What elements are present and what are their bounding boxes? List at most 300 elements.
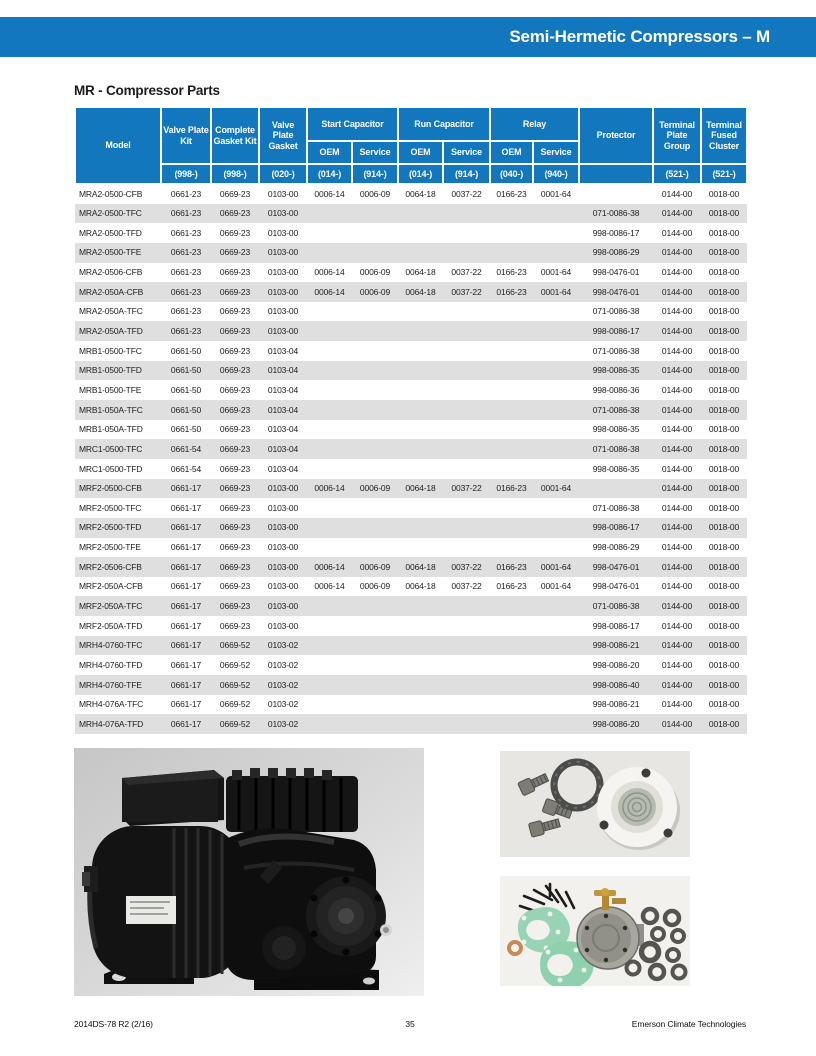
part-number-cell — [533, 321, 579, 341]
part-number-cell: 998-0086-17 — [592, 326, 640, 337]
part-number-cell — [443, 596, 490, 616]
col-header-complete-gasket-kit: Complete Gasket Kit — [211, 107, 259, 164]
part-number-cell: 0018-00 — [708, 404, 740, 415]
part-number-cell: 0006-14 — [314, 483, 345, 494]
part-number-cell — [490, 223, 533, 243]
part-number-cell: 0661-54 — [170, 443, 202, 454]
part-number-cell — [398, 439, 443, 459]
col-header-terminal-fused-cluster: Terminal Fused Cluster — [701, 107, 747, 164]
part-number-cell — [443, 695, 490, 715]
part-number-cell — [398, 596, 443, 616]
part-number-cell — [579, 479, 653, 499]
part-number-cell: 998-0086-21 — [592, 699, 640, 710]
table-row — [75, 321, 747, 341]
part-number-cell — [533, 655, 579, 675]
part-number-cell — [307, 243, 352, 263]
part-number-cell — [307, 361, 352, 381]
part-number-cell — [307, 223, 352, 243]
part-number-cell — [352, 243, 398, 263]
part-number-cell: 0006-14 — [314, 189, 345, 200]
table-row — [75, 243, 747, 263]
part-number-cell — [352, 714, 398, 734]
part-number-cell: 998-0476-01 — [592, 267, 640, 278]
table-row — [75, 184, 747, 204]
part-number-cell: 0669-52 — [219, 718, 251, 729]
part-number-cell: 0103-04 — [267, 404, 299, 415]
part-number-cell — [352, 204, 398, 224]
part-number-cell: 0103-04 — [267, 345, 299, 356]
part-number-cell — [307, 302, 352, 322]
part-number-cell: 0669-23 — [219, 306, 251, 317]
model-cell: MRA2-050A-TFD — [79, 326, 143, 337]
part-number-cell — [443, 400, 490, 420]
part-number-cell — [352, 675, 398, 695]
part-number-cell: 0144-00 — [661, 384, 693, 395]
part-number-cell — [490, 341, 533, 361]
part-number-cell: 0669-52 — [219, 679, 251, 690]
col-header-valve-plate-kit: Valve Plate Kit — [161, 107, 211, 164]
part-number-cell: 0661-17 — [170, 502, 202, 513]
part-number-cell: 0064-18 — [405, 483, 436, 494]
table-row — [75, 557, 747, 577]
part-number-cell: 0018-00 — [708, 267, 740, 278]
part-number-cell — [490, 439, 533, 459]
part-number-cell: 0006-09 — [359, 483, 391, 494]
part-number-cell: 0166-23 — [496, 267, 527, 278]
part-number-cell — [307, 459, 352, 479]
part-number-cell: 998-0476-01 — [592, 561, 640, 572]
part-number-cell: 0037-22 — [451, 561, 482, 572]
part-number-cell: 0103-04 — [267, 463, 299, 474]
part-number-cell: 0669-23 — [219, 542, 251, 553]
part-number-cell: 0018-00 — [708, 542, 740, 553]
part-number-cell — [533, 361, 579, 381]
prefix-relay-oem: (040-) — [490, 164, 533, 184]
parts-table-body — [75, 184, 747, 734]
part-number-cell — [352, 655, 398, 675]
part-number-cell — [307, 420, 352, 440]
part-number-cell — [490, 675, 533, 695]
prefix-relay-service: (940-) — [533, 164, 579, 184]
part-number-cell: 071-0086-38 — [592, 404, 640, 415]
model-cell: MRB1-050A-TFD — [79, 424, 143, 435]
part-number-cell: 0103-00 — [267, 227, 299, 238]
group-header-start-capacitor: Start Capacitor — [307, 107, 398, 141]
model-cell: MRH4-076A-TFC — [79, 699, 144, 710]
part-number-cell: 0144-00 — [661, 306, 693, 317]
part-number-cell: 0001-64 — [540, 286, 572, 297]
part-number-cell: 0661-17 — [170, 522, 202, 533]
part-number-cell: 0103-00 — [267, 189, 299, 200]
part-number-cell — [490, 420, 533, 440]
part-number-cell — [490, 596, 533, 616]
part-number-cell: 0661-17 — [170, 718, 202, 729]
model-cell: MRF2-0506-CFB — [79, 561, 142, 572]
part-number-cell: 998-0086-20 — [592, 659, 640, 670]
part-number-cell: 0144-00 — [661, 483, 693, 494]
part-number-cell: 0661-50 — [170, 424, 202, 435]
part-number-cell: 0064-18 — [405, 286, 436, 297]
part-number-cell: 0144-00 — [661, 620, 693, 631]
part-number-cell — [533, 204, 579, 224]
part-number-cell: 0006-09 — [359, 267, 391, 278]
model-cell: MRC1-0500-TFC — [79, 443, 143, 454]
model-cell: MRA2-0500-CFB — [79, 189, 143, 200]
part-number-cell — [307, 400, 352, 420]
part-number-cell — [443, 223, 490, 243]
part-number-cell: 998-0086-35 — [592, 365, 640, 376]
part-number-cell — [490, 361, 533, 381]
part-number-cell: 0661-23 — [170, 286, 202, 297]
part-number-cell: 0144-00 — [661, 267, 693, 278]
part-number-cell: 0661-17 — [170, 542, 202, 553]
part-number-cell — [398, 321, 443, 341]
part-number-cell: 0037-22 — [451, 189, 482, 200]
part-number-cell — [490, 243, 533, 263]
part-number-cell — [352, 321, 398, 341]
part-number-cell — [533, 380, 579, 400]
part-number-cell: 0018-00 — [708, 601, 740, 612]
part-number-cell: 0144-00 — [661, 227, 693, 238]
part-number-cell: 0103-04 — [267, 365, 299, 376]
oil-pump-kit-photo — [500, 876, 690, 986]
model-cell: MRB1-0500-TFE — [79, 384, 142, 395]
part-number-cell: 0669-23 — [219, 227, 251, 238]
part-number-cell: 0018-00 — [708, 483, 740, 494]
compressor-photo — [74, 748, 424, 996]
model-cell: MRH4-0760-TFD — [79, 659, 143, 670]
prefix-run-service: (914-) — [443, 164, 490, 184]
table-row — [75, 616, 747, 636]
part-number-cell — [533, 459, 579, 479]
part-number-cell: 071-0086-38 — [592, 502, 640, 513]
table-header — [75, 107, 747, 184]
part-number-cell: 0166-23 — [496, 581, 527, 592]
model-cell: MRB1-050A-TFC — [79, 404, 143, 415]
compressor-parts-table — [74, 106, 748, 734]
part-number-cell — [490, 459, 533, 479]
model-cell: MRA2-050A-TFC — [79, 306, 143, 317]
part-number-cell — [398, 341, 443, 361]
part-number-cell: 0103-00 — [267, 620, 299, 631]
part-number-cell: 0006-14 — [314, 267, 345, 278]
part-number-cell — [490, 400, 533, 420]
table-row — [75, 498, 747, 518]
part-number-cell: 0006-14 — [314, 286, 345, 297]
part-number-cell — [533, 538, 579, 558]
part-number-cell: 0661-17 — [170, 679, 202, 690]
col-header-protector: Protector — [579, 107, 653, 164]
part-number-cell: 0064-18 — [405, 561, 436, 572]
part-number-cell: 0018-00 — [708, 620, 740, 631]
part-number-cell: 0018-00 — [708, 679, 740, 690]
part-number-cell: 0661-17 — [170, 640, 202, 651]
table-row — [75, 479, 747, 499]
group-header-run-capacitor: Run Capacitor — [398, 107, 490, 141]
part-number-cell — [352, 498, 398, 518]
table-row — [75, 577, 747, 597]
part-number-cell: 0669-23 — [219, 326, 251, 337]
part-number-cell: 0144-00 — [661, 659, 693, 670]
part-number-cell: 0661-17 — [170, 601, 202, 612]
part-number-cell — [443, 341, 490, 361]
part-number-cell: 0144-00 — [661, 326, 693, 337]
part-number-cell: 0144-00 — [661, 208, 693, 219]
part-number-cell: 998-0086-29 — [592, 247, 640, 258]
model-cell: MRA2-050A-CFB — [79, 286, 144, 297]
model-cell: MRA2-0506-CFB — [79, 267, 143, 278]
table-row — [75, 675, 747, 695]
part-number-cell: 0669-23 — [219, 365, 251, 376]
part-number-cell: 0661-23 — [170, 326, 202, 337]
part-number-cell — [533, 714, 579, 734]
part-number-cell — [307, 596, 352, 616]
part-number-cell: 0144-00 — [661, 189, 693, 200]
part-number-cell — [398, 459, 443, 479]
section-title: MR - Compressor Parts — [74, 83, 220, 98]
part-number-cell: 0018-00 — [708, 502, 740, 513]
part-number-cell — [352, 341, 398, 361]
table-row — [75, 282, 747, 302]
part-number-cell: 998-0086-20 — [592, 718, 640, 729]
part-number-cell: 0006-09 — [359, 581, 391, 592]
part-number-cell: 0018-00 — [708, 424, 740, 435]
part-number-cell: 0669-23 — [219, 384, 251, 395]
part-number-cell — [398, 223, 443, 243]
part-number-cell: 0064-18 — [405, 267, 436, 278]
part-number-cell — [398, 420, 443, 440]
part-number-cell: 0661-50 — [170, 404, 202, 415]
part-number-cell: 0669-23 — [219, 483, 251, 494]
part-number-cell: 0001-64 — [540, 483, 572, 494]
model-cell: MRB1-0500-TFD — [79, 365, 142, 376]
part-number-cell: 998-0476-01 — [592, 581, 640, 592]
part-number-cell — [533, 243, 579, 263]
part-number-cell — [398, 400, 443, 420]
table-row — [75, 400, 747, 420]
prefix-complete-gasket-kit: (998-) — [211, 164, 259, 184]
part-number-cell — [443, 518, 490, 538]
part-number-cell: 998-0476-01 — [592, 286, 640, 297]
part-number-cell — [490, 302, 533, 322]
part-number-cell: 0001-64 — [540, 189, 572, 200]
part-number-cell: 0018-00 — [708, 640, 740, 651]
part-number-cell: 0661-54 — [170, 463, 202, 474]
part-number-cell: 0166-23 — [496, 189, 527, 200]
part-number-cell — [307, 439, 352, 459]
part-number-cell — [398, 518, 443, 538]
part-number-cell — [533, 400, 579, 420]
part-number-cell: 0006-14 — [314, 561, 345, 572]
part-number-cell — [533, 420, 579, 440]
part-number-cell: 0144-00 — [661, 443, 693, 454]
part-number-cell — [533, 223, 579, 243]
part-number-cell: 0144-00 — [661, 463, 693, 474]
part-number-cell — [307, 655, 352, 675]
part-number-cell: 0661-23 — [170, 227, 202, 238]
part-number-cell: 0103-00 — [267, 522, 299, 533]
table-row — [75, 380, 747, 400]
part-number-cell — [352, 302, 398, 322]
part-number-cell — [307, 616, 352, 636]
part-number-cell: 0669-23 — [219, 404, 251, 415]
col-header-valve-plate-gasket: Valve Plate Gasket — [259, 107, 307, 164]
part-number-cell: 0018-00 — [708, 384, 740, 395]
part-number-cell — [533, 439, 579, 459]
part-number-cell: 0018-00 — [708, 326, 740, 337]
part-number-cell: 0661-50 — [170, 384, 202, 395]
part-number-cell: 0669-23 — [219, 581, 251, 592]
part-number-cell: 0669-23 — [219, 208, 251, 219]
part-number-cell — [352, 636, 398, 656]
part-number-cell: 0669-23 — [219, 463, 251, 474]
part-number-cell: 0018-00 — [708, 365, 740, 376]
part-number-cell: 998-0086-17 — [592, 620, 640, 631]
part-number-cell — [443, 616, 490, 636]
part-number-cell: 0006-09 — [359, 561, 391, 572]
part-number-cell: 0669-23 — [219, 345, 251, 356]
part-number-cell: 0103-00 — [267, 483, 299, 494]
part-number-cell: 0144-00 — [661, 679, 693, 690]
part-number-cell — [490, 714, 533, 734]
table-row — [75, 204, 747, 224]
part-number-cell: 0166-23 — [496, 561, 527, 572]
part-number-cell: 0037-22 — [451, 483, 482, 494]
part-number-cell — [352, 616, 398, 636]
part-number-cell: 0103-04 — [267, 443, 299, 454]
part-number-cell: 0001-64 — [540, 267, 572, 278]
part-number-cell — [398, 204, 443, 224]
table-row — [75, 518, 747, 538]
part-number-cell — [307, 675, 352, 695]
part-number-cell — [352, 361, 398, 381]
part-number-cell: 0669-23 — [219, 424, 251, 435]
part-number-cell — [352, 459, 398, 479]
part-number-cell: 0166-23 — [496, 286, 527, 297]
part-number-cell: 0018-00 — [708, 699, 740, 710]
part-number-cell — [352, 596, 398, 616]
part-number-cell: 0018-00 — [708, 345, 740, 356]
page-header-banner — [0, 17, 816, 57]
model-cell: MRF2-0500-TFD — [79, 522, 142, 533]
group-header-relay: Relay — [490, 107, 579, 141]
part-number-cell — [307, 204, 352, 224]
part-number-cell: 0103-00 — [267, 561, 299, 572]
part-number-cell — [443, 714, 490, 734]
part-number-cell — [307, 380, 352, 400]
col-header-terminal-plate-group: Terminal Plate Group — [653, 107, 701, 164]
part-number-cell: 0661-17 — [170, 620, 202, 631]
part-number-cell: 0661-17 — [170, 581, 202, 592]
part-number-cell — [352, 439, 398, 459]
part-number-cell — [490, 380, 533, 400]
part-number-cell: 0018-00 — [708, 561, 740, 572]
part-number-cell: 0144-00 — [661, 424, 693, 435]
part-number-cell: 0037-22 — [451, 267, 482, 278]
part-number-cell — [307, 518, 352, 538]
part-number-cell — [352, 518, 398, 538]
part-number-cell: 0661-17 — [170, 659, 202, 670]
part-number-cell: 0103-02 — [267, 699, 299, 710]
subheader-run-oem: OEM — [398, 141, 443, 164]
table-row — [75, 361, 747, 381]
part-number-cell — [490, 655, 533, 675]
table-row — [75, 439, 747, 459]
part-number-cell: 0661-23 — [170, 189, 202, 200]
part-number-cell — [398, 695, 443, 715]
part-number-cell: 0018-00 — [708, 522, 740, 533]
part-number-cell: 0661-17 — [170, 699, 202, 710]
part-number-cell: 0103-00 — [267, 208, 299, 219]
part-number-cell: 0661-23 — [170, 208, 202, 219]
model-cell: MRF2-050A-TFD — [79, 620, 143, 631]
part-number-cell — [490, 695, 533, 715]
part-number-cell: 0144-00 — [661, 502, 693, 513]
part-number-cell — [398, 636, 443, 656]
part-number-cell — [443, 538, 490, 558]
model-cell: MRF2-0500-CFB — [79, 483, 142, 494]
part-number-cell — [490, 518, 533, 538]
table-row — [75, 596, 747, 616]
prefix-start-oem: (014-) — [307, 164, 352, 184]
part-number-cell: 0103-00 — [267, 502, 299, 513]
part-number-cell — [443, 380, 490, 400]
part-number-cell: 0669-23 — [219, 561, 251, 572]
part-number-cell — [398, 655, 443, 675]
part-number-cell — [307, 695, 352, 715]
part-number-cell: 0018-00 — [708, 286, 740, 297]
part-number-cell: 0018-00 — [708, 247, 740, 258]
part-number-cell — [490, 538, 533, 558]
part-number-cell: 0103-04 — [267, 424, 299, 435]
col-header-model: Model — [75, 107, 161, 184]
part-number-cell — [352, 538, 398, 558]
part-number-cell: 0661-17 — [170, 483, 202, 494]
subheader-start-service: Service — [352, 141, 398, 164]
part-number-cell: 0103-02 — [267, 718, 299, 729]
part-number-cell: 0018-00 — [708, 443, 740, 454]
part-number-cell: 0144-00 — [661, 404, 693, 415]
part-number-cell — [352, 420, 398, 440]
prefix-run-oem: (014-) — [398, 164, 443, 184]
part-number-cell — [533, 616, 579, 636]
part-number-cell: 0103-04 — [267, 384, 299, 395]
model-cell: MRF2-050A-CFB — [79, 581, 143, 592]
part-number-cell — [307, 538, 352, 558]
part-number-cell: 0669-23 — [219, 502, 251, 513]
model-cell: MRF2-0500-TFC — [79, 502, 142, 513]
part-number-cell: 0018-00 — [708, 463, 740, 474]
part-number-cell — [443, 204, 490, 224]
part-number-cell: 0669-23 — [219, 443, 251, 454]
part-number-cell — [443, 420, 490, 440]
part-number-cell: 0669-23 — [219, 267, 251, 278]
part-number-cell: 0018-00 — [708, 581, 740, 592]
prefix-terminal-fused-cluster: (521-) — [701, 164, 747, 184]
company-name: Emerson Climate Technologies — [631, 1019, 746, 1029]
part-number-cell: 0103-00 — [267, 581, 299, 592]
part-number-cell: 0103-00 — [267, 267, 299, 278]
part-number-cell — [443, 321, 490, 341]
subheader-relay-service: Service — [533, 141, 579, 164]
table-row — [75, 341, 747, 361]
part-number-cell: 0144-00 — [661, 365, 693, 376]
model-cell: MRF2-050A-TFC — [79, 601, 143, 612]
model-cell: MRB1-0500-TFC — [79, 345, 142, 356]
part-number-cell — [533, 695, 579, 715]
table-row — [75, 695, 747, 715]
part-number-cell — [307, 498, 352, 518]
